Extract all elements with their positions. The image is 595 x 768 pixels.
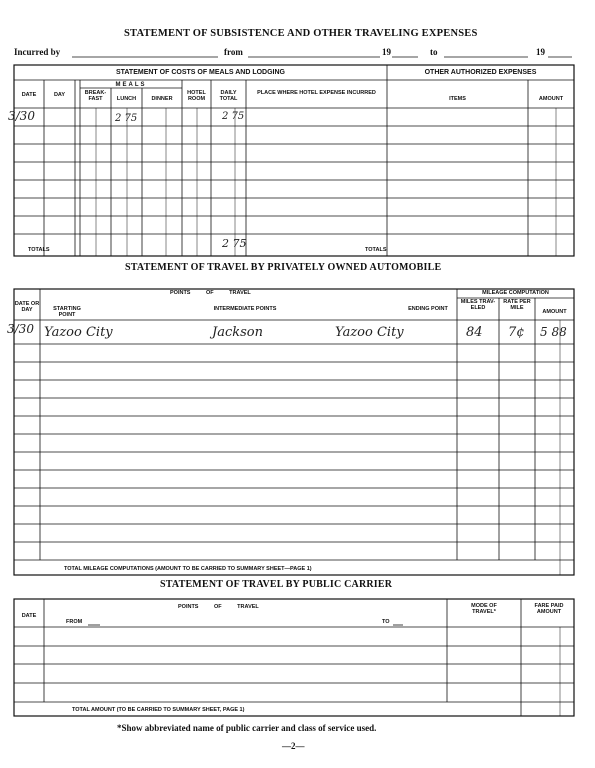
auto-col-rate: RATE PER MILE (503, 299, 531, 311)
carrier-section-title: STATEMENT OF TRAVEL BY PUBLIC CARRIER (160, 579, 393, 590)
carrier-col-fare: FARE PAID AMOUNT (534, 603, 564, 615)
totals-left-label: TOTALS (28, 247, 50, 253)
auto-col-date: DATE OR DAY (14, 301, 40, 313)
auto-section-title: STATEMENT OF TRAVEL BY PRIVATELY OWNED AUTOMOBILE (125, 262, 442, 273)
auto-col-miles: MILES TRAV-ELED (460, 299, 496, 311)
col-items: ITEMS (449, 96, 466, 102)
meals-lodging-title: STATEMENT OF COSTS OF MEALS AND LODGING (115, 69, 286, 76)
from-label: from (224, 47, 243, 57)
col-hotel-room: HOTEL ROOM (187, 90, 206, 102)
col-dinner: DINNER (151, 96, 173, 102)
page-title: STATEMENT OF SUBSISTENCE AND OTHER TRAVELING EXPENSES (124, 28, 478, 39)
auto-col-ending: ENDING POINT (408, 306, 448, 312)
col-daily-total: DAILY TOTAL (219, 90, 238, 102)
col-place: PLACE WHERE HOTEL EXPENSE INCURRED (257, 90, 376, 96)
page-number: —2— (282, 741, 305, 751)
auto-entry-amount: 5 88 (540, 325, 567, 339)
col-date: DATE (21, 92, 37, 98)
year-label-1: 19 (382, 47, 391, 57)
auto-total-label: TOTAL MILEAGE COMPUTATIONS (AMOUNT TO BE CARRIED TO SUMMARY SHEET—PAGE 1) (64, 566, 312, 572)
auto-entry-start: Yazoo City (44, 325, 113, 340)
meals-entry-date: 3/30 (8, 109, 35, 123)
carrier-col-mode: MODE OF TRAVEL* (471, 603, 497, 615)
col-lunch: LUNCH (116, 96, 137, 102)
to-label: to (430, 47, 438, 57)
meals-totals-value: 2 75 (222, 237, 247, 250)
carrier-total-label: TOTAL AMOUNT (TO BE CARRIED TO SUMMARY SHEET, PAGE 1) (72, 707, 245, 713)
auto-entry-rate: 7¢ (508, 325, 525, 340)
auto-col-amount: AMOUNT (542, 309, 567, 315)
carrier-points-of-travel: POINTS OF TRAVEL (178, 604, 259, 610)
totals-right-label: TOTALS (365, 247, 387, 253)
auto-entry-ending: Yazoo City (335, 325, 404, 340)
meals-group-header: MEALS (115, 82, 147, 88)
meals-entry-lunch: 2 75 (115, 113, 138, 124)
mileage-computation-header: MILEAGE COMPUTATION (482, 290, 549, 296)
footnote: *Show abbreviated name of public carrier and class of service used. (117, 723, 377, 733)
col-breakfast: BREAK-FAST (84, 90, 107, 102)
col-day: DAY (53, 92, 66, 98)
meals-entry-daily-total: 2 75 (222, 111, 245, 122)
year-label-2: 19 (536, 47, 545, 57)
auto-entry-date: 3/30 (7, 322, 34, 336)
auto-entry-miles: 84 (466, 325, 483, 340)
carrier-to-label: TO (382, 619, 390, 625)
incurred-by-label: Incurred by (14, 47, 61, 57)
auto-col-intermediate: INTERMEDIATE POINTS (213, 306, 277, 312)
auto-entry-intermediate: Jackson (212, 325, 263, 340)
other-expenses-title: OTHER AUTHORIZED EXPENSES (424, 69, 537, 76)
col-amount: AMOUNT (538, 96, 564, 102)
auto-points-of-travel: POINTS OF TRAVEL (170, 290, 251, 296)
carrier-col-date: DATE (21, 613, 37, 619)
carrier-from-label: FROM (66, 619, 83, 625)
auto-col-start: STARTING POINT (53, 306, 81, 318)
